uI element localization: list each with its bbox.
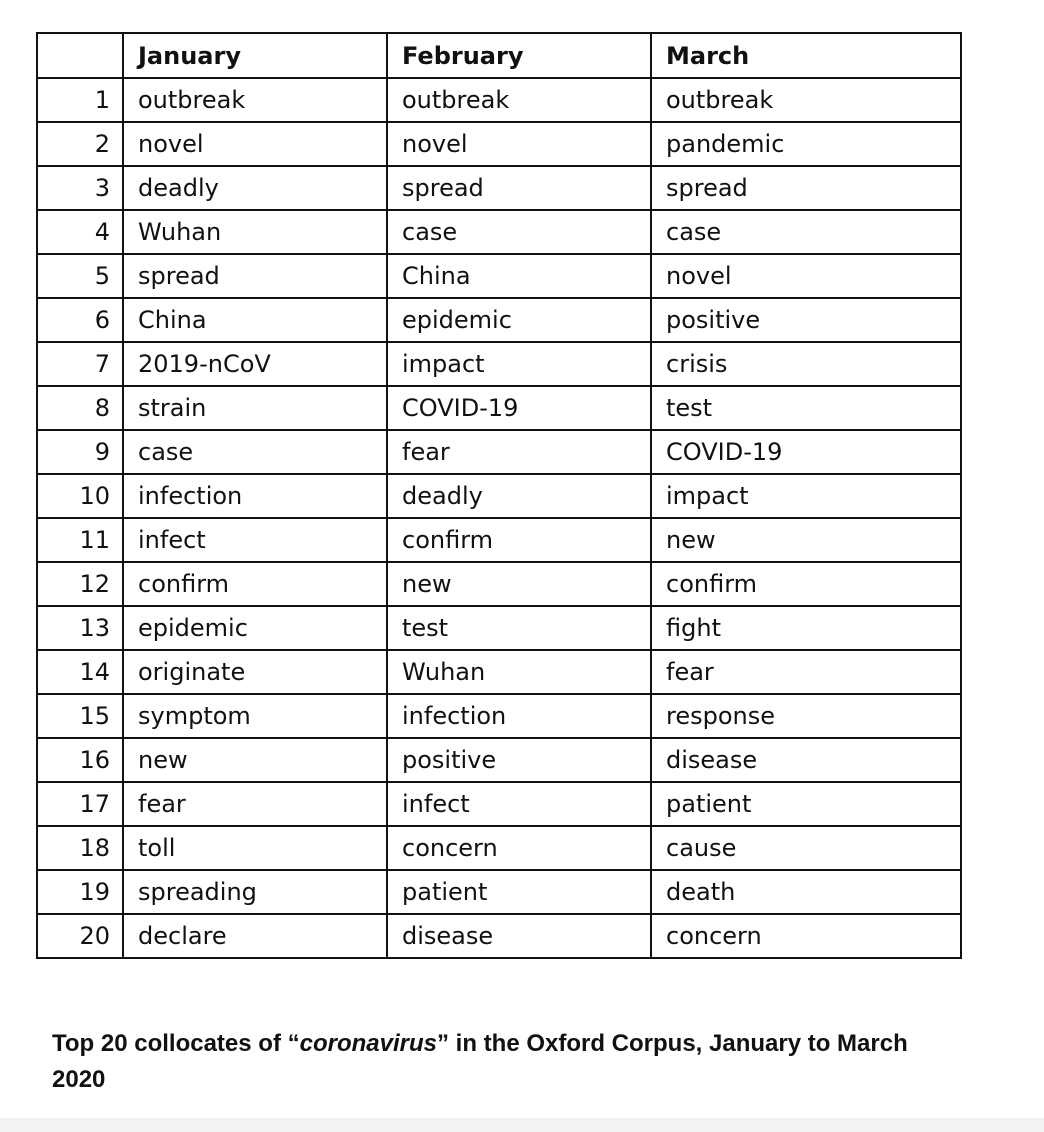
table-row bbox=[37, 782, 961, 826]
rank-cell: 13 bbox=[37, 606, 123, 650]
march-cell: crisis bbox=[651, 342, 961, 386]
january-cell: toll bbox=[123, 826, 387, 870]
rank-cell: 19 bbox=[37, 870, 123, 914]
february-cell: Wuhan bbox=[387, 650, 651, 694]
march-cell: response bbox=[651, 694, 961, 738]
march-cell: positive bbox=[651, 298, 961, 342]
caption-emphasis: coronavirus bbox=[299, 1030, 437, 1057]
january-cell: symptom bbox=[123, 694, 387, 738]
table-row bbox=[37, 298, 961, 342]
rank-cell: 5 bbox=[37, 254, 123, 298]
february-cell: case bbox=[387, 210, 651, 254]
february-cell: impact bbox=[387, 342, 651, 386]
rank-column-header bbox=[37, 33, 123, 78]
january-cell: China bbox=[123, 298, 387, 342]
march-cell: case bbox=[651, 210, 961, 254]
february-cell: infect bbox=[387, 782, 651, 826]
march-cell: cause bbox=[651, 826, 961, 870]
rank-cell: 11 bbox=[37, 518, 123, 562]
march-cell: pandemic bbox=[651, 122, 961, 166]
january-cell: infection bbox=[123, 474, 387, 518]
february-cell: concern bbox=[387, 826, 651, 870]
january-cell: new bbox=[123, 738, 387, 782]
rank-cell: 16 bbox=[37, 738, 123, 782]
table-row bbox=[37, 914, 961, 958]
february-column-header: February bbox=[387, 33, 651, 78]
rank-cell: 17 bbox=[37, 782, 123, 826]
march-cell: new bbox=[651, 518, 961, 562]
february-cell: patient bbox=[387, 870, 651, 914]
march-cell: impact bbox=[651, 474, 961, 518]
table-row bbox=[37, 518, 961, 562]
february-cell: epidemic bbox=[387, 298, 651, 342]
page-bottom-band bbox=[0, 1118, 1044, 1132]
table-row bbox=[37, 342, 961, 386]
table-row bbox=[37, 254, 961, 298]
january-cell: Wuhan bbox=[123, 210, 387, 254]
table-row bbox=[37, 826, 961, 870]
rank-cell: 6 bbox=[37, 298, 123, 342]
table-row bbox=[37, 738, 961, 782]
march-cell: test bbox=[651, 386, 961, 430]
rank-cell: 10 bbox=[37, 474, 123, 518]
february-cell: China bbox=[387, 254, 651, 298]
february-cell: COVID-19 bbox=[387, 386, 651, 430]
table-header-row bbox=[37, 33, 961, 78]
march-cell: confirm bbox=[651, 562, 961, 606]
january-cell: originate bbox=[123, 650, 387, 694]
march-cell: death bbox=[651, 870, 961, 914]
january-cell: fear bbox=[123, 782, 387, 826]
rank-cell: 14 bbox=[37, 650, 123, 694]
table-row bbox=[37, 122, 961, 166]
march-cell: fight bbox=[651, 606, 961, 650]
january-cell: outbreak bbox=[123, 78, 387, 122]
march-column-header: March bbox=[651, 33, 961, 78]
february-cell: novel bbox=[387, 122, 651, 166]
rank-cell: 1 bbox=[37, 78, 123, 122]
collocates-table bbox=[36, 32, 962, 959]
february-cell: fear bbox=[387, 430, 651, 474]
table-row bbox=[37, 78, 961, 122]
table-caption bbox=[52, 1026, 932, 1098]
rank-cell: 15 bbox=[37, 694, 123, 738]
march-cell: concern bbox=[651, 914, 961, 958]
march-cell: outbreak bbox=[651, 78, 961, 122]
january-cell: spread bbox=[123, 254, 387, 298]
march-cell: fear bbox=[651, 650, 961, 694]
rank-cell: 7 bbox=[37, 342, 123, 386]
caption-text-end: ” in the Oxford Corpus, January to March 2020 bbox=[52, 1030, 908, 1093]
january-cell: epidemic bbox=[123, 606, 387, 650]
february-cell: confirm bbox=[387, 518, 651, 562]
table-row bbox=[37, 870, 961, 914]
january-cell: declare bbox=[123, 914, 387, 958]
march-cell: disease bbox=[651, 738, 961, 782]
rank-cell: 2 bbox=[37, 122, 123, 166]
january-cell: 2019-nCoV bbox=[123, 342, 387, 386]
table-row bbox=[37, 474, 961, 518]
rank-cell: 4 bbox=[37, 210, 123, 254]
rank-cell: 9 bbox=[37, 430, 123, 474]
march-cell: novel bbox=[651, 254, 961, 298]
january-cell: strain bbox=[123, 386, 387, 430]
caption-text-start: Top 20 collocates of “ bbox=[52, 1030, 300, 1057]
march-cell: COVID-19 bbox=[651, 430, 961, 474]
march-cell: patient bbox=[651, 782, 961, 826]
table-row bbox=[37, 386, 961, 430]
rank-cell: 18 bbox=[37, 826, 123, 870]
february-cell: disease bbox=[387, 914, 651, 958]
february-cell: infection bbox=[387, 694, 651, 738]
january-cell: confirm bbox=[123, 562, 387, 606]
january-cell: case bbox=[123, 430, 387, 474]
january-cell: infect bbox=[123, 518, 387, 562]
table-row bbox=[37, 210, 961, 254]
february-cell: new bbox=[387, 562, 651, 606]
february-cell: positive bbox=[387, 738, 651, 782]
table-row bbox=[37, 562, 961, 606]
january-column-header: January bbox=[123, 33, 387, 78]
rank-cell: 12 bbox=[37, 562, 123, 606]
rank-cell: 20 bbox=[37, 914, 123, 958]
february-cell: test bbox=[387, 606, 651, 650]
table-row bbox=[37, 606, 961, 650]
table-row bbox=[37, 694, 961, 738]
february-cell: outbreak bbox=[387, 78, 651, 122]
table-row bbox=[37, 430, 961, 474]
rank-cell: 3 bbox=[37, 166, 123, 210]
table-row bbox=[37, 650, 961, 694]
january-cell: deadly bbox=[123, 166, 387, 210]
table-row bbox=[37, 166, 961, 210]
february-cell: spread bbox=[387, 166, 651, 210]
february-cell: deadly bbox=[387, 474, 651, 518]
rank-cell: 8 bbox=[37, 386, 123, 430]
january-cell: novel bbox=[123, 122, 387, 166]
march-cell: spread bbox=[651, 166, 961, 210]
january-cell: spreading bbox=[123, 870, 387, 914]
